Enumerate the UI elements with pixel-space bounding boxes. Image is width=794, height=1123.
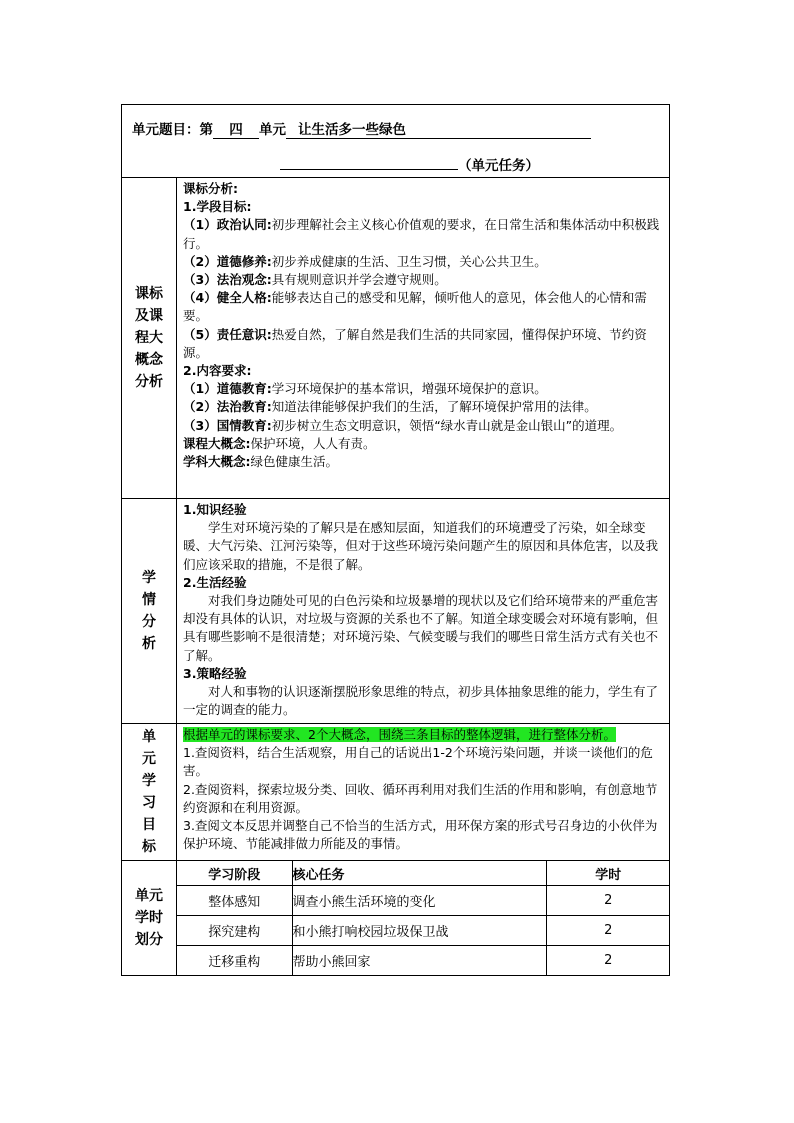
goal-item: （2）道德修养:初步养成健康的生活、卫生习惯，关心公共卫生。: [183, 253, 547, 269]
objectives-label: 单元学习目标: [122, 724, 177, 861]
learner-label: 学情分析: [122, 499, 177, 724]
learner-row: [122, 499, 670, 724]
table-row: [177, 916, 670, 946]
goal-item: （1）政治认同:初步理解社会主义核心价值观的要求，在日常生活和集体活动中积极践行。: [183, 217, 660, 251]
unit-name: 让生活多一些绿色: [286, 118, 591, 139]
goals-title: 1.学段目标:: [183, 199, 252, 215]
objectives-highlight: 根据单元的课标要求、2个大概念，围绕三条目标的整体逻辑，进行整体分析。: [183, 727, 616, 742]
stage-cell: 探究建构: [177, 916, 292, 946]
header-task: 核心任务: [292, 861, 546, 886]
hours-cell: 2: [546, 886, 670, 916]
schedule-table: [177, 861, 670, 975]
lesson-plan-table: [121, 104, 670, 976]
learner-s1-title: 1.知识经验: [183, 502, 247, 517]
unit-task-label: （单元任务）: [458, 158, 539, 174]
hours-cell: 2: [546, 946, 670, 976]
task-cell: 调查小熊生活环境的变化: [292, 886, 546, 916]
unit-number: 四: [213, 118, 259, 139]
header-stage: 学习阶段: [177, 861, 292, 886]
task-cell: 和小熊打响校园垃圾保卫战: [292, 916, 546, 946]
learner-content: [177, 499, 670, 724]
schedule-header-row: [177, 861, 670, 886]
unit-task-blank: [280, 169, 458, 170]
content-item: （1）道德教育:学习环境保护的基本常识，增强环境保护的意识。: [183, 381, 547, 397]
goal-item: （4）健全人格:能够表达自己的感受和见解，倾听他人的意见，体会他人的心情和需要。: [183, 290, 647, 324]
objectives-row: [122, 724, 670, 861]
objective-item: 2.查阅资料，探索垃圾分类、回收、循环再利用对我们生活的作用和影响，有创意地节约资源和在利用资源。: [183, 781, 658, 815]
content-title: 2.内容要求:: [183, 363, 252, 379]
lesson-plan-document: [121, 104, 669, 976]
curriculum-content: [177, 178, 670, 499]
table-row: [177, 886, 670, 916]
goal-item: （3）法治观念:具有规则意识并学会遵守规则。: [183, 272, 447, 288]
schedule-row: [122, 861, 670, 976]
learner-s2-title: 2.生活经验: [183, 574, 247, 590]
table-row: [177, 946, 670, 976]
learner-s3-text: 对人和事物的认识逐渐摆脱形象思维的特点，初步具体抽象思维的能力，学生有了一定的调查的能力。: [183, 684, 659, 718]
stage-cell: 迁移重构: [177, 946, 292, 976]
unit-task-line: [280, 154, 539, 174]
objective-item: 1.查阅资料，结合生活观察，用自己的话说出1-2个环境污染问题，并谈一谈他们的危害。: [183, 745, 653, 779]
learner-s2-text: 对我们身边随处可见的白色污染和垃圾暴增的现状以及它们给环境带来的严重危害却没有具体的认识，对垃圾与资源的关系也不了解。知道全球变暖会对环境有影响，但具有哪些影响不是很清楚；对环境污染、气候变暖与我们的哪些日常生活方式有关也不了解。: [183, 593, 659, 663]
course-concept: 课程大概念:保护环境，人人有责。: [183, 435, 376, 451]
unit-title-label: 单元题目：第: [132, 122, 213, 138]
unit-word: 单元: [259, 122, 286, 138]
task-cell: 帮助小熊回家: [292, 946, 546, 976]
learner-s3-title: 3.策略经验: [183, 665, 247, 681]
schedule-cell: [177, 861, 670, 976]
subject-concept: 学科大概念:绿色健康生活。: [183, 454, 339, 470]
content-item: （3）国情教育:初步树立生态文明意识，领悟“绿水青山就是金山银山”的道理。: [183, 417, 623, 433]
stage-cell: 整体感知: [177, 886, 292, 916]
objective-item: 3.查阅文本反思并调整自己不恰当的生活方式，用环保方案的形式号召身边的小伙伴为保护环境、节能减排做力所能及的事情。: [183, 818, 658, 852]
title-cell: [122, 105, 670, 178]
unit-title-line: [132, 118, 591, 139]
curriculum-row: [122, 178, 670, 499]
curriculum-heading: 课标分析:: [183, 181, 238, 196]
content-item: （2）法治教育:知道法律能够保护我们的生活，了解环境保护常用的法律。: [183, 399, 597, 415]
objectives-content: [177, 724, 670, 861]
schedule-label: 单元学时划分: [122, 861, 177, 976]
header-hours: 学时: [546, 861, 670, 886]
curriculum-label: 课标及课程大概念分析: [122, 178, 177, 499]
learner-s1-text: 学生对环境污染的了解只是在感知层面，知道我们的环境遭受了污染，如全球变暖、大气污染、江河污染等，但对于这些环境污染问题产生的原因和具体危害，以及我们应该采取的措施，不是很了解。: [183, 520, 659, 572]
title-row: [122, 105, 670, 178]
goal-item: （5）责任意识:热爱自然，了解自然是我们生活的共同家园，懂得保护环境、节约资源。: [183, 326, 647, 360]
hours-cell: 2: [546, 916, 670, 946]
